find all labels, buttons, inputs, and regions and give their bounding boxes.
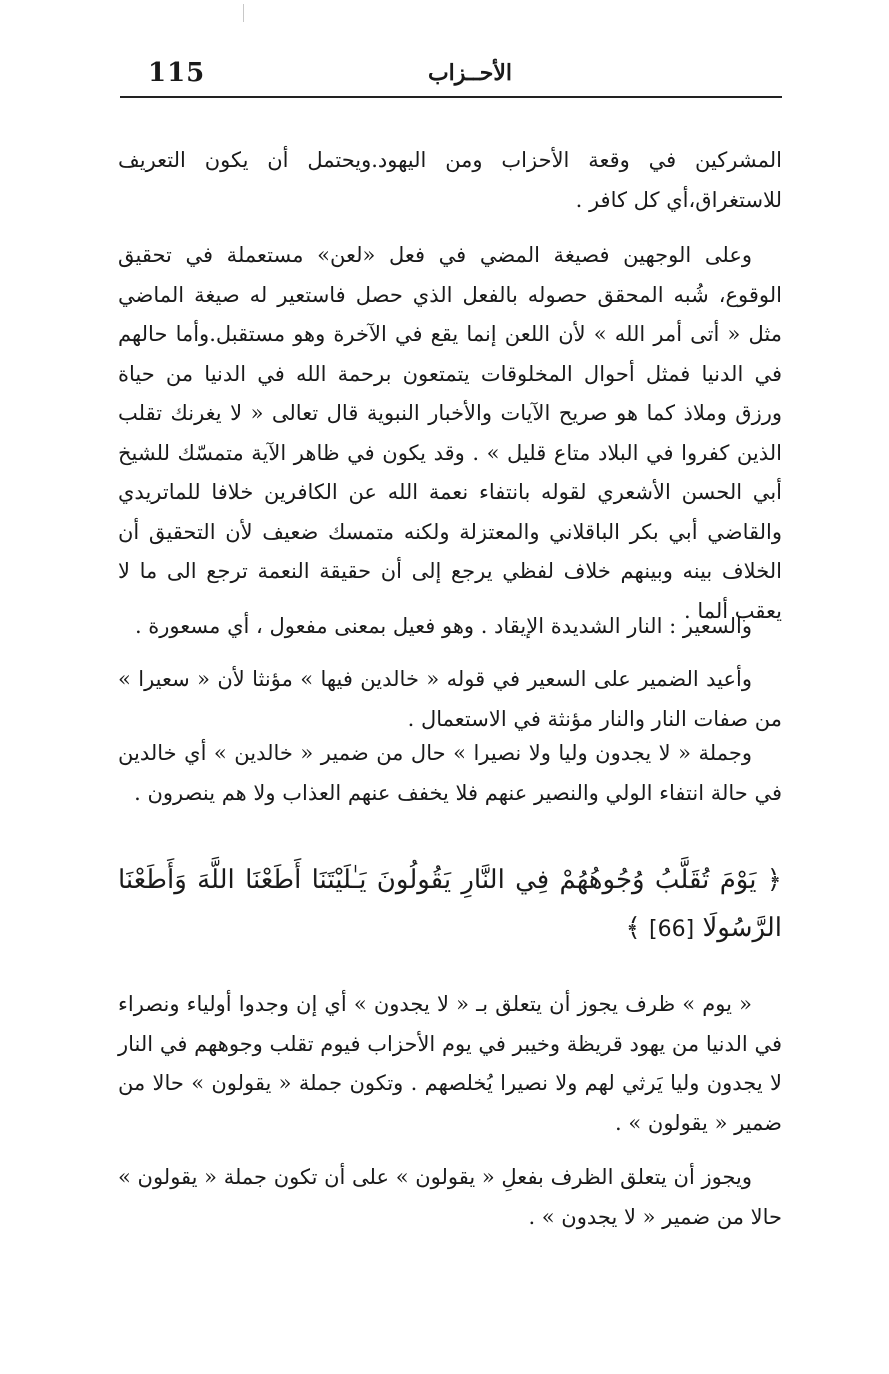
paragraph-1: المشركين في وقعة الأحزاب ومن اليهود.ويحتمل أن يكون التعريف للاستغراق،أي كل كافر . (118, 148, 782, 212)
page-number: 115 (148, 58, 206, 88)
verse-number: [66] (649, 917, 695, 942)
verse-text: يَوْمَ تُقَلَّبُ وُجُوهُهُمْ فِي النَّارِ يَقُولُونَ يَـٰلَيْتَنَا أَطَعْنَا اللَّهَ وَأَطَعْنَا الرَّسُولَا (118, 865, 782, 943)
quran-verse (118, 856, 782, 954)
running-title: الأحــزاب (427, 60, 513, 86)
paragraph-7: ويجوز أن يتعلق الظرف بفعلِ « يقولون » على أن تكون جملة « يقولون » حالا من ضمير « لا يجدون » . (118, 1165, 782, 1229)
paragraph-5: وجملة « لا يجدون وليا ولا نصيرا » حال من ضمير « خالدين » أي خالدين في حالة انتفاء الولي والنصير عنهم فلا يخفف عنهم العذاب ولا هم ينصرون . (118, 741, 782, 805)
page-header (120, 52, 782, 98)
paragraph-2: وعلى الوجهين فصيغة المضي في فعل «لعن» مستعملة في تحقيق الوقوع، شُبه المحقق حصوله بالفعل الذي حصل فاستعير له صيغة الماضي مثل « أتى أمر الله » لأن اللعن إنما يقع في الآخرة وهو مستقبل.وأما حالهم في الدنيا فمثل أحوال المخلوقات يتمتعون برحمة الله في الدنيا من حياة ورزق وملاذ كما هو صريح الآيات والأخبار النبوية قال تعالى « لا يغرنك تقلب الذين كفروا في البلاد متاع قليل » . وقد يكون في ظاهر الآية متمسّك للشيخ أبي الحسن الأشعري لقوله بانتفاء نعمة الله عن الكافرين خلافا للماتريدي والقاضي أبي بكر الباقلاني والمعتزلة ولكنه متمسك ضعيف لأن التحقيق أن الخلاف بينه وبينهم خلاف لفظي يرجع إلى أن حقيقة النعمة ترجع الى ما لا يعقب ألما . (118, 243, 782, 623)
paragraph-3: والسعير : النار الشديدة الإيقاد . وهو فعيل بمعنى مفعول ، أي مسعورة . (134, 614, 752, 638)
scan-mark (243, 4, 244, 22)
verse-close-bracket: ﴾ (625, 913, 641, 943)
paragraph-6: « يوم » ظرف يجوز أن يتعلق بـ « لا يجدون » أي إن وجدوا أولياء ونصراء في الدنيا من يهود قريظة وخيبر في يوم الأحزاب فيوم تقلب وجوههم في النار لا يجدون وليا يَرثي لهم ولا نصيرا يُخلصهم . وتكون جملة « يقولون » حالا من ضمير « يقولون » . (118, 992, 782, 1135)
paragraph-4: وأعيد الضمير على السعير في قوله « خالدين فيها » مؤنثا لأن « سعيرا » من صفات النار والنار مؤنثة في الاستعمال . (118, 667, 782, 731)
verse-open-bracket: ﴿ (766, 865, 782, 895)
